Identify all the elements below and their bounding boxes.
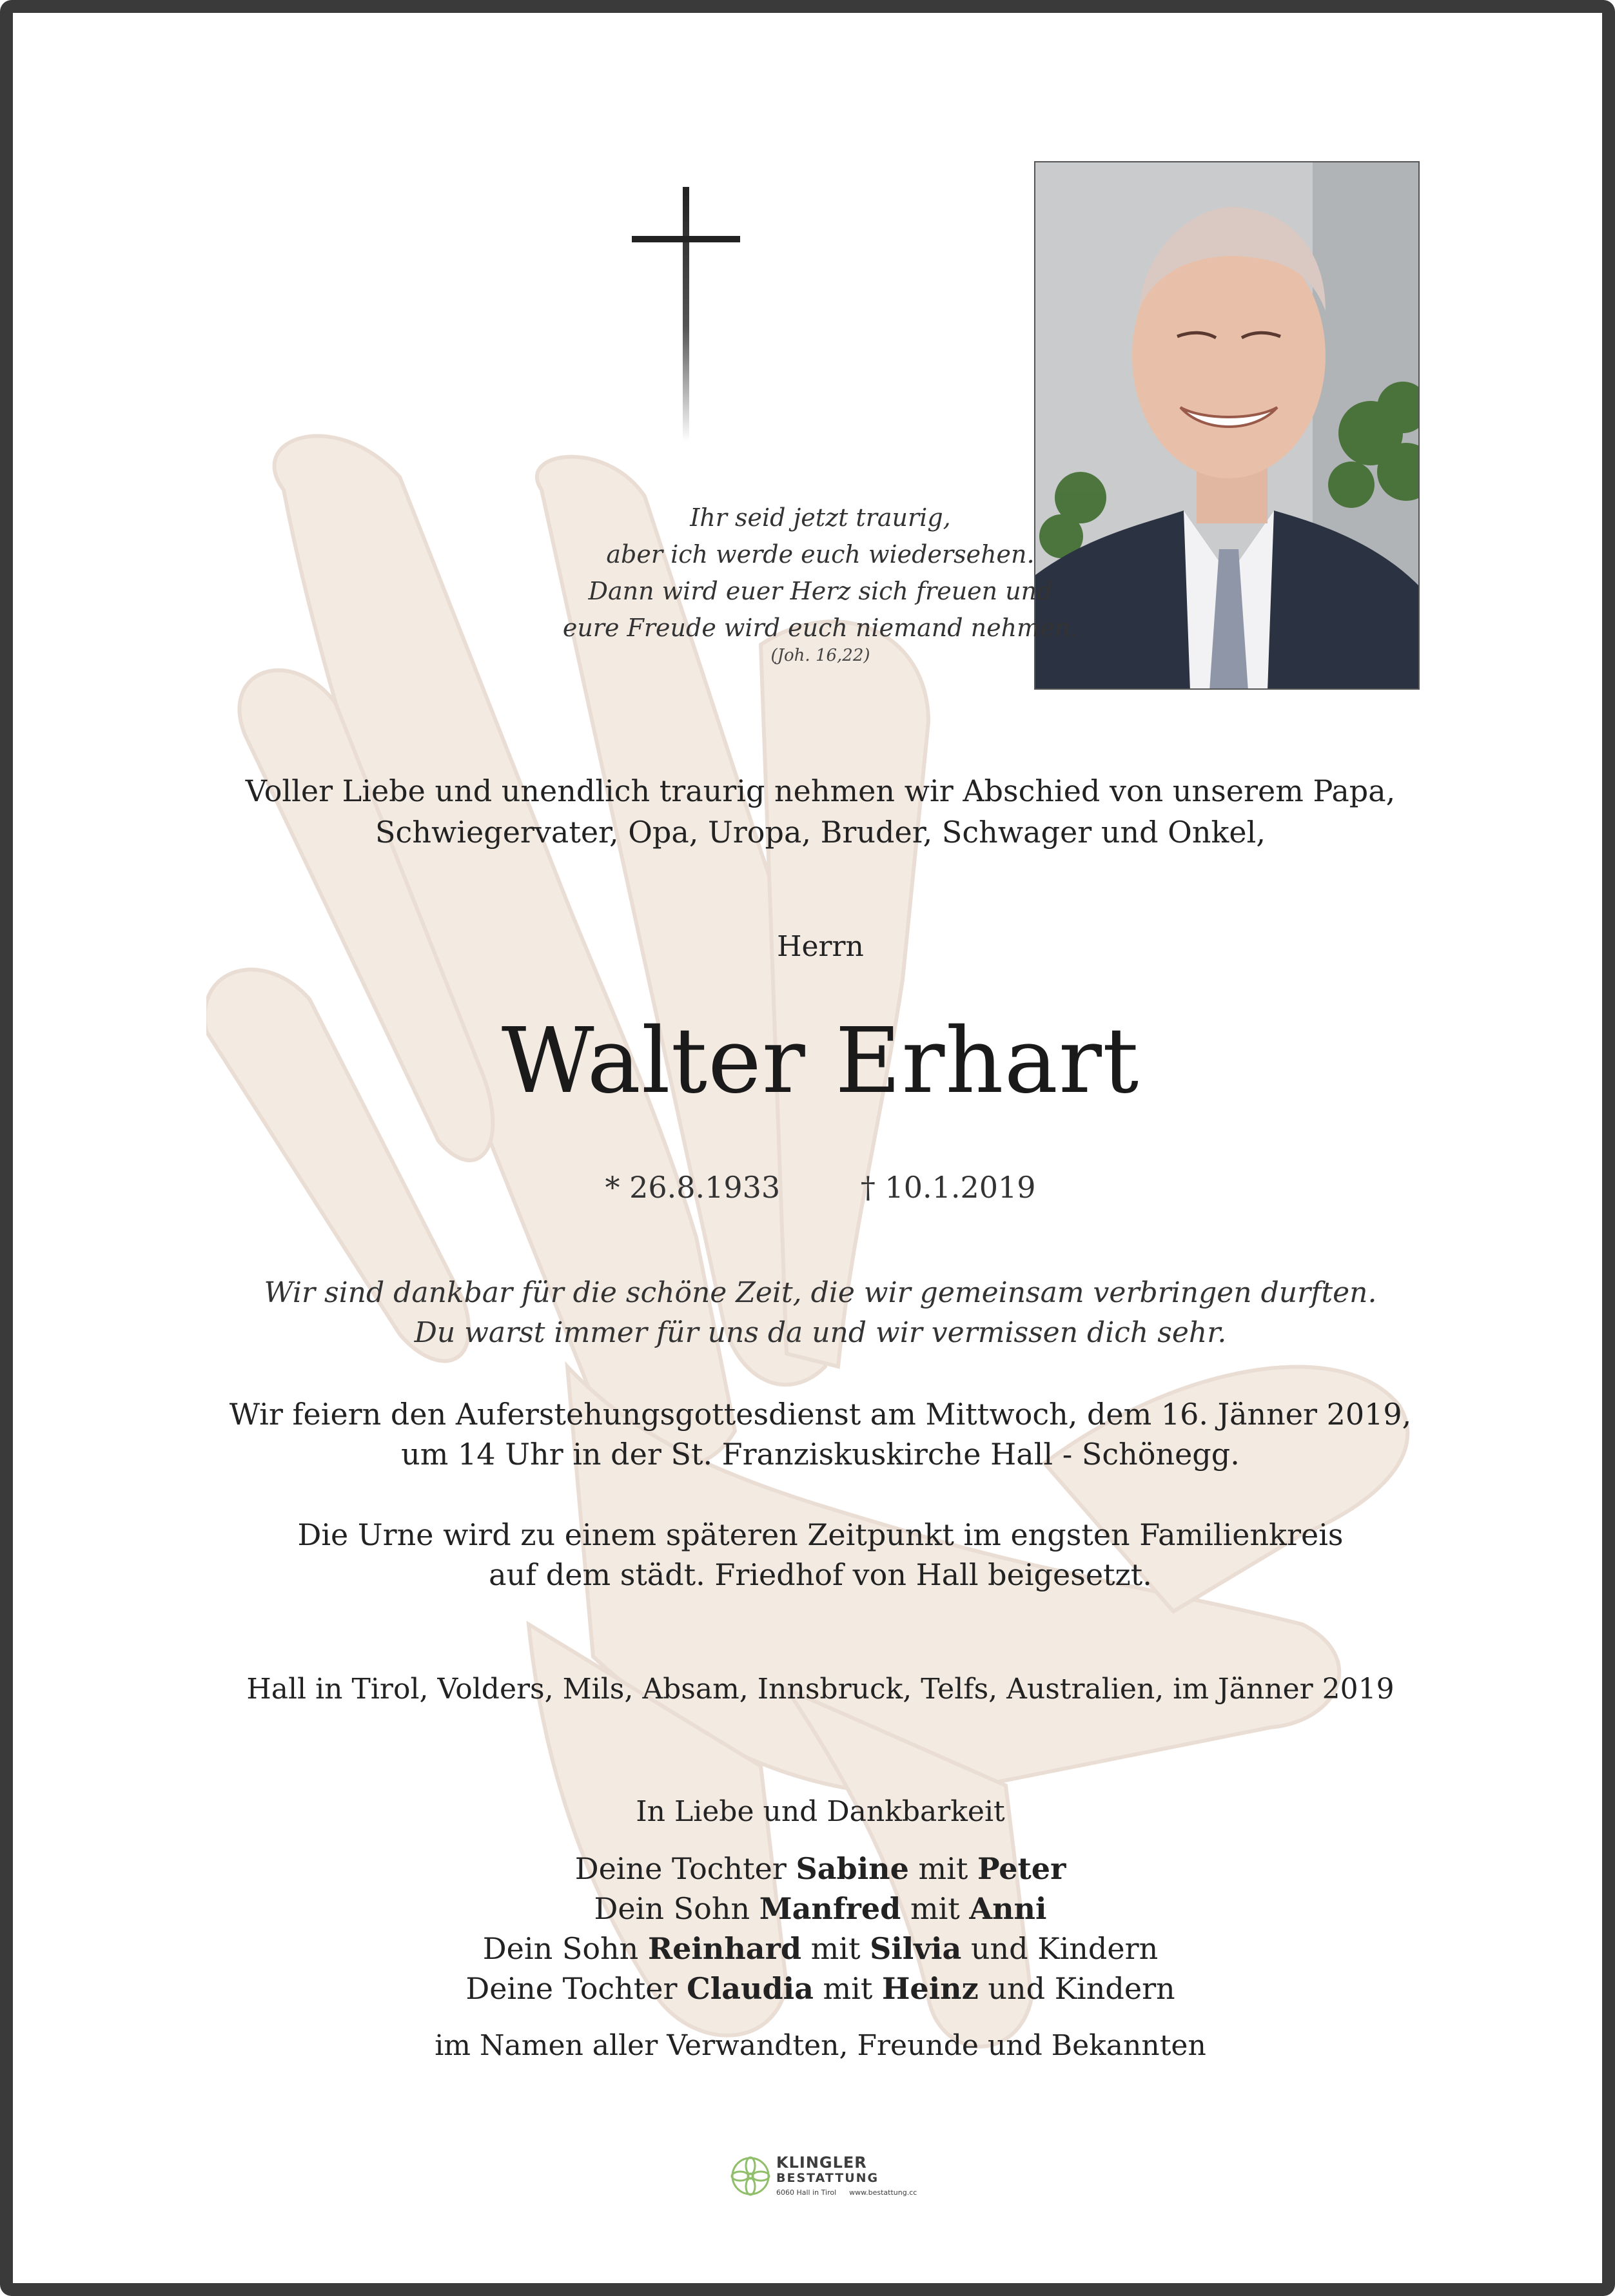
logo-name: KLINGLER xyxy=(776,2154,867,2172)
family-row xyxy=(13,1929,1615,1969)
family-row xyxy=(13,1849,1615,1889)
family-name: Claudia xyxy=(687,1971,814,2006)
urn-line: Die Urne wird zu einem späteren Zeitpunkt im engsten Familienkreis xyxy=(297,1517,1344,1552)
family-row xyxy=(13,1889,1615,1929)
cross-icon xyxy=(632,187,741,445)
life-dates xyxy=(13,1170,1615,1205)
logo-text xyxy=(776,2154,930,2197)
verse-line: Dann wird euer Herz sich freuen und xyxy=(588,577,1053,605)
verse-line: Ihr seid jetzt traurig, xyxy=(690,503,951,532)
places-line: Hall in Tirol, Volders, Mils, Absam, Innsbruck, Telfs, Australien, im Jänner 2019 xyxy=(246,1673,1395,1706)
family-suffix: und Kindern xyxy=(961,1931,1159,1966)
bible-verse xyxy=(13,500,1615,647)
family-name: Reinhard xyxy=(647,1931,802,1966)
family-list xyxy=(13,1849,1615,2009)
dedication: In Liebe und Dankbarkeit xyxy=(636,1795,1005,1828)
logo-subtitle: BESTATTUNG xyxy=(776,2171,879,2185)
service-line: um 14 Uhr in der St. Franziskuskirche Hall - Schönegg. xyxy=(401,1437,1240,1472)
service-info xyxy=(13,1394,1615,1474)
intro-line: Voller Liebe und unendlich traurig nehmen wir Abschied von unserem Papa, xyxy=(245,773,1396,808)
thanks-text xyxy=(13,1273,1615,1353)
verse-line: aber ich werde euch wiedersehen. xyxy=(606,540,1035,569)
logo-website: www.bestattung.cc xyxy=(849,2188,917,2197)
family-partner: Silvia xyxy=(870,1931,962,1966)
family-relation: Dein Sohn xyxy=(594,1891,759,1926)
flower-emblem-icon xyxy=(730,2153,771,2199)
birth-date: * 26.8.1933 xyxy=(605,1170,781,1205)
logo-contact xyxy=(776,2188,930,2197)
salutation: Herrn xyxy=(777,930,864,963)
family-name: Sabine xyxy=(796,1851,909,1886)
family-relation: Deine Tochter xyxy=(574,1851,796,1886)
family-connector: mit xyxy=(813,1971,882,2006)
family-name: Manfred xyxy=(759,1891,901,1926)
family-relation: Dein Sohn xyxy=(482,1931,648,1966)
verse-line: eure Freude wird euch niemand nehmen. xyxy=(562,614,1079,642)
family-row xyxy=(13,1969,1615,2009)
verse-reference: (Joh. 16,22) xyxy=(770,646,870,665)
service-line: Wir feiern den Auferstehungsgottesdienst am Mittwoch, dem 16. Jänner 2019, xyxy=(229,1397,1412,1432)
family-connector: mit xyxy=(908,1851,977,1886)
thanks-line: Wir sind dankbar für die schöne Zeit, die wir gemeinsam verbringen durften. xyxy=(264,1276,1377,1309)
family-partner: Peter xyxy=(977,1851,1066,1886)
thanks-line: Du warst immer für uns da und wir vermissen dich sehr. xyxy=(414,1316,1227,1349)
family-partner: Heinz xyxy=(881,1971,979,2006)
deceased-name: Walter Erhart xyxy=(501,1009,1140,1114)
logo-address: 6060 Hall in Tirol xyxy=(776,2188,837,2197)
death-date: † 10.1.2019 xyxy=(860,1170,1036,1205)
family-connector: mit xyxy=(801,1931,870,1966)
family-suffix: und Kindern xyxy=(978,1971,1175,2006)
urn-info xyxy=(13,1515,1615,1595)
intro-text xyxy=(13,770,1615,853)
family-relation: Deine Tochter xyxy=(465,1971,687,2006)
urn-line: auf dem städt. Friedhof von Hall beigesetzt. xyxy=(489,1557,1152,1592)
intro-line: Schwiegervater, Opa, Uropa, Bruder, Schwager und Onkel, xyxy=(375,815,1266,850)
closing-line: im Namen aller Verwandten, Freunde und Bekannten xyxy=(435,2029,1206,2062)
family-partner: Anni xyxy=(969,1891,1047,1926)
family-connector: mit xyxy=(901,1891,970,1926)
funeral-home-logo xyxy=(730,2153,923,2204)
